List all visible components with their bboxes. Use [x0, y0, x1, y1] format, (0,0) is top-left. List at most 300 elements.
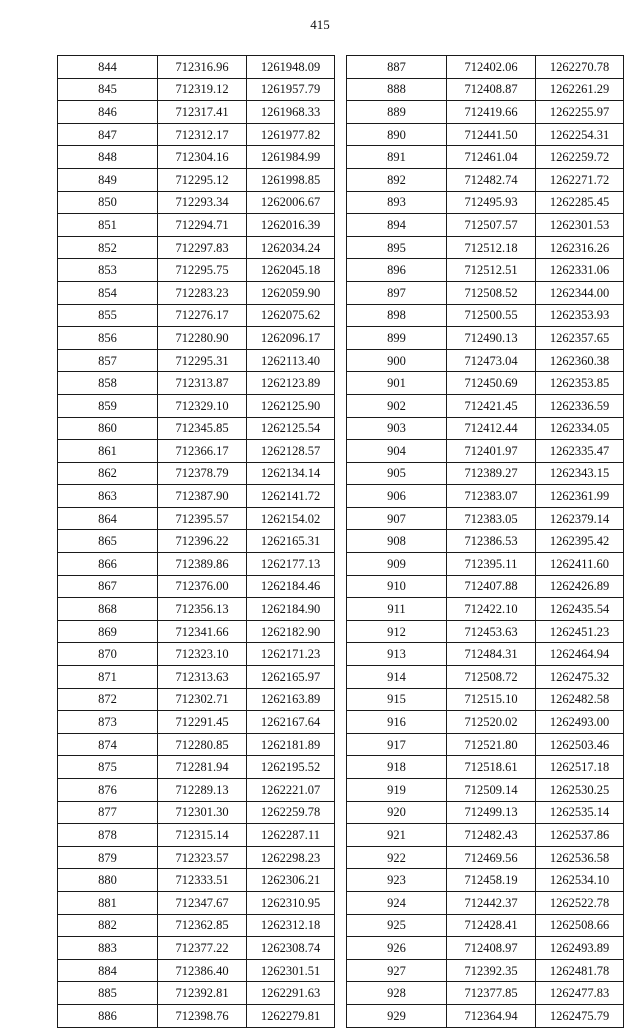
x-coordinate-cell: 712377.22 [158, 937, 247, 960]
point-number-cell: 918 [347, 756, 447, 779]
point-number-cell: 926 [347, 937, 447, 960]
x-coordinate-cell: 712276.17 [158, 304, 247, 327]
x-coordinate-cell: 712301.30 [158, 801, 247, 824]
y-coordinate-cell: 1262165.31 [247, 530, 335, 553]
y-coordinate-cell: 1262357.65 [536, 327, 624, 350]
point-number-cell: 921 [347, 824, 447, 847]
x-coordinate-cell: 712280.85 [158, 733, 247, 756]
x-coordinate-cell: 712347.67 [158, 891, 247, 914]
y-coordinate-cell: 1262353.93 [536, 304, 624, 327]
x-coordinate-cell: 712520.02 [447, 711, 536, 734]
table-row [347, 869, 624, 892]
x-coordinate-cell: 712395.57 [158, 507, 247, 530]
x-coordinate-cell: 712395.11 [447, 553, 536, 576]
table-row [58, 304, 335, 327]
table-row [347, 327, 624, 350]
table-row [58, 891, 335, 914]
x-coordinate-cell: 712366.17 [158, 440, 247, 463]
table-row [347, 372, 624, 395]
x-coordinate-cell: 712482.74 [447, 168, 536, 191]
point-number-cell: 901 [347, 372, 447, 395]
page-number: 415 [310, 17, 330, 32]
point-number-cell: 851 [58, 214, 158, 237]
y-coordinate-cell: 1262535.14 [536, 801, 624, 824]
point-number-cell: 920 [347, 801, 447, 824]
table-row [347, 191, 624, 214]
y-coordinate-cell: 1262165.97 [247, 666, 335, 689]
y-coordinate-cell: 1262451.23 [536, 620, 624, 643]
y-coordinate-cell: 1262184.90 [247, 598, 335, 621]
x-coordinate-cell: 712512.51 [447, 259, 536, 282]
y-coordinate-cell: 1262016.39 [247, 214, 335, 237]
point-number-cell: 844 [58, 56, 158, 79]
point-number-cell: 857 [58, 349, 158, 372]
table-row [58, 982, 335, 1005]
y-coordinate-cell: 1262075.62 [247, 304, 335, 327]
x-coordinate-cell: 712302.71 [158, 688, 247, 711]
table-row [58, 214, 335, 237]
table-row [347, 168, 624, 191]
y-coordinate-cell: 1262464.94 [536, 643, 624, 666]
y-coordinate-cell: 1261998.85 [247, 168, 335, 191]
table-row [347, 891, 624, 914]
table-row [347, 304, 624, 327]
x-coordinate-cell: 712356.13 [158, 598, 247, 621]
table-row [58, 756, 335, 779]
table-row [347, 462, 624, 485]
x-coordinate-cell: 712316.96 [158, 56, 247, 79]
y-coordinate-cell: 1262426.89 [536, 575, 624, 598]
y-coordinate-cell: 1262331.06 [536, 259, 624, 282]
x-coordinate-cell: 712387.90 [158, 485, 247, 508]
x-coordinate-cell: 712521.80 [447, 733, 536, 756]
table-row [347, 914, 624, 937]
x-coordinate-cell: 712297.83 [158, 236, 247, 259]
x-coordinate-cell: 712317.41 [158, 101, 247, 124]
point-number-cell: 871 [58, 666, 158, 689]
table-row [58, 869, 335, 892]
point-number-cell: 915 [347, 688, 447, 711]
table-row [347, 824, 624, 847]
point-number-cell: 899 [347, 327, 447, 350]
table-row [347, 507, 624, 530]
x-coordinate-cell: 712315.14 [158, 824, 247, 847]
y-coordinate-cell: 1262493.89 [536, 937, 624, 960]
y-coordinate-cell: 1262184.46 [247, 575, 335, 598]
x-coordinate-cell: 712295.31 [158, 349, 247, 372]
x-coordinate-cell: 712509.14 [447, 779, 536, 802]
point-number-cell: 912 [347, 620, 447, 643]
x-coordinate-cell: 712313.63 [158, 666, 247, 689]
table-row [58, 959, 335, 982]
table-row [347, 801, 624, 824]
y-coordinate-cell: 1262530.25 [536, 779, 624, 802]
y-coordinate-cell: 1262493.00 [536, 711, 624, 734]
x-coordinate-cell: 712422.10 [447, 598, 536, 621]
table-row [347, 349, 624, 372]
point-number-cell: 919 [347, 779, 447, 802]
y-coordinate-cell: 1261968.33 [247, 101, 335, 124]
point-number-cell: 849 [58, 168, 158, 191]
point-number-cell: 848 [58, 146, 158, 169]
x-coordinate-cell: 712383.05 [447, 507, 536, 530]
x-coordinate-cell: 712389.27 [447, 462, 536, 485]
y-coordinate-cell: 1262096.17 [247, 327, 335, 350]
table-row [58, 168, 335, 191]
x-coordinate-cell: 712508.72 [447, 666, 536, 689]
y-coordinate-cell: 1262316.26 [536, 236, 624, 259]
table-row [58, 666, 335, 689]
y-coordinate-cell: 1262059.90 [247, 281, 335, 304]
table-row [347, 575, 624, 598]
point-number-cell: 890 [347, 123, 447, 146]
point-number-cell: 903 [347, 417, 447, 440]
x-coordinate-cell: 712495.93 [447, 191, 536, 214]
y-coordinate-cell: 1262134.14 [247, 462, 335, 485]
y-coordinate-cell: 1262171.23 [247, 643, 335, 666]
y-coordinate-cell: 1262270.78 [536, 56, 624, 79]
table-row [58, 598, 335, 621]
x-coordinate-cell: 712401.97 [447, 440, 536, 463]
y-coordinate-cell: 1262306.21 [247, 869, 335, 892]
x-coordinate-cell: 712333.51 [158, 869, 247, 892]
x-coordinate-cell: 712453.63 [447, 620, 536, 643]
x-coordinate-cell: 712389.86 [158, 553, 247, 576]
y-coordinate-cell: 1262177.13 [247, 553, 335, 576]
table-row [58, 553, 335, 576]
point-number-cell: 847 [58, 123, 158, 146]
y-coordinate-cell: 1262475.79 [536, 1004, 624, 1027]
table-row [58, 711, 335, 734]
coordinates-table-body [347, 56, 624, 1028]
table-row [58, 846, 335, 869]
y-coordinate-cell: 1262279.81 [247, 1004, 335, 1027]
y-coordinate-cell: 1262259.78 [247, 801, 335, 824]
y-coordinate-cell: 1262285.45 [536, 191, 624, 214]
x-coordinate-cell: 712323.10 [158, 643, 247, 666]
y-coordinate-cell: 1262254.31 [536, 123, 624, 146]
y-coordinate-cell: 1262537.86 [536, 824, 624, 847]
table-row [347, 259, 624, 282]
table-row [347, 733, 624, 756]
y-coordinate-cell: 1262113.40 [247, 349, 335, 372]
y-coordinate-cell: 1261957.79 [247, 78, 335, 101]
point-number-cell: 924 [347, 891, 447, 914]
y-coordinate-cell: 1262125.90 [247, 394, 335, 417]
point-number-cell: 867 [58, 575, 158, 598]
y-coordinate-cell: 1262006.67 [247, 191, 335, 214]
table-row [58, 327, 335, 350]
y-coordinate-cell: 1262395.42 [536, 530, 624, 553]
table-row [58, 440, 335, 463]
table-row [347, 123, 624, 146]
point-number-cell: 863 [58, 485, 158, 508]
table-row [347, 146, 624, 169]
point-number-cell: 880 [58, 869, 158, 892]
y-coordinate-cell: 1262128.57 [247, 440, 335, 463]
table-row [58, 462, 335, 485]
table-row [347, 1004, 624, 1027]
point-number-cell: 907 [347, 507, 447, 530]
point-number-cell: 846 [58, 101, 158, 124]
table-row [347, 711, 624, 734]
x-coordinate-cell: 712319.12 [158, 78, 247, 101]
x-coordinate-cell: 712508.52 [447, 281, 536, 304]
point-number-cell: 893 [347, 191, 447, 214]
y-coordinate-cell: 1262475.32 [536, 666, 624, 689]
point-number-cell: 894 [347, 214, 447, 237]
point-number-cell: 929 [347, 1004, 447, 1027]
point-number-cell: 910 [347, 575, 447, 598]
point-number-cell: 902 [347, 394, 447, 417]
table-row [347, 846, 624, 869]
point-number-cell: 911 [347, 598, 447, 621]
point-number-cell: 927 [347, 959, 447, 982]
point-number-cell: 925 [347, 914, 447, 937]
x-coordinate-cell: 712484.31 [447, 643, 536, 666]
table-row [347, 598, 624, 621]
x-coordinate-cell: 712515.10 [447, 688, 536, 711]
y-coordinate-cell: 1262435.54 [536, 598, 624, 621]
table-row [58, 123, 335, 146]
point-number-cell: 864 [58, 507, 158, 530]
y-coordinate-cell: 1261984.99 [247, 146, 335, 169]
x-coordinate-cell: 712419.66 [447, 101, 536, 124]
point-number-cell: 878 [58, 824, 158, 847]
table-row [58, 779, 335, 802]
x-coordinate-cell: 712518.61 [447, 756, 536, 779]
x-coordinate-cell: 712341.66 [158, 620, 247, 643]
y-coordinate-cell: 1262411.60 [536, 553, 624, 576]
x-coordinate-cell: 712313.87 [158, 372, 247, 395]
point-number-cell: 852 [58, 236, 158, 259]
point-number-cell: 879 [58, 846, 158, 869]
point-number-cell: 858 [58, 372, 158, 395]
y-coordinate-cell: 1262045.18 [247, 259, 335, 282]
point-number-cell: 900 [347, 349, 447, 372]
x-coordinate-cell: 712291.45 [158, 711, 247, 734]
point-number-cell: 923 [347, 869, 447, 892]
x-coordinate-cell: 712461.04 [447, 146, 536, 169]
x-coordinate-cell: 712295.12 [158, 168, 247, 191]
x-coordinate-cell: 712499.13 [447, 801, 536, 824]
point-number-cell: 887 [347, 56, 447, 79]
table-row [347, 553, 624, 576]
table-row [347, 643, 624, 666]
point-number-cell: 889 [347, 101, 447, 124]
y-coordinate-cell: 1262312.18 [247, 914, 335, 937]
coordinates-table-right [346, 55, 624, 1028]
table-row [347, 101, 624, 124]
x-coordinate-cell: 712392.81 [158, 982, 247, 1005]
y-coordinate-cell: 1262259.72 [536, 146, 624, 169]
point-number-cell: 892 [347, 168, 447, 191]
x-coordinate-cell: 712386.53 [447, 530, 536, 553]
table-row [347, 56, 624, 79]
x-coordinate-cell: 712377.85 [447, 982, 536, 1005]
y-coordinate-cell: 1262503.46 [536, 733, 624, 756]
x-coordinate-cell: 712490.13 [447, 327, 536, 350]
x-coordinate-cell: 712482.43 [447, 824, 536, 847]
table-row [58, 146, 335, 169]
point-number-cell: 874 [58, 733, 158, 756]
x-coordinate-cell: 712469.56 [447, 846, 536, 869]
point-number-cell: 916 [347, 711, 447, 734]
point-number-cell: 860 [58, 417, 158, 440]
y-coordinate-cell: 1262123.89 [247, 372, 335, 395]
y-coordinate-cell: 1262034.24 [247, 236, 335, 259]
x-coordinate-cell: 712450.69 [447, 372, 536, 395]
y-coordinate-cell: 1262167.64 [247, 711, 335, 734]
point-number-cell: 882 [58, 914, 158, 937]
y-coordinate-cell: 1262301.53 [536, 214, 624, 237]
x-coordinate-cell: 712323.57 [158, 846, 247, 869]
y-coordinate-cell: 1262195.52 [247, 756, 335, 779]
y-coordinate-cell: 1262360.38 [536, 349, 624, 372]
table-row [347, 530, 624, 553]
table-row [58, 914, 335, 937]
table-row [58, 78, 335, 101]
table-row [58, 236, 335, 259]
x-coordinate-cell: 712386.40 [158, 959, 247, 982]
point-number-cell: 928 [347, 982, 447, 1005]
y-coordinate-cell: 1262481.78 [536, 959, 624, 982]
y-coordinate-cell: 1262181.89 [247, 733, 335, 756]
y-coordinate-cell: 1262163.89 [247, 688, 335, 711]
point-number-cell: 855 [58, 304, 158, 327]
point-number-cell: 884 [58, 959, 158, 982]
point-number-cell: 870 [58, 643, 158, 666]
x-coordinate-cell: 712294.71 [158, 214, 247, 237]
x-coordinate-cell: 712441.50 [447, 123, 536, 146]
x-coordinate-cell: 712392.35 [447, 959, 536, 982]
point-number-cell: 862 [58, 462, 158, 485]
table-row [58, 485, 335, 508]
point-number-cell: 872 [58, 688, 158, 711]
y-coordinate-cell: 1262271.72 [536, 168, 624, 191]
table-row [58, 620, 335, 643]
table-row [58, 733, 335, 756]
y-coordinate-cell: 1262536.58 [536, 846, 624, 869]
y-coordinate-cell: 1262154.02 [247, 507, 335, 530]
x-coordinate-cell: 712281.94 [158, 756, 247, 779]
table-row [58, 56, 335, 79]
y-coordinate-cell: 1262335.47 [536, 440, 624, 463]
y-coordinate-cell: 1262287.11 [247, 824, 335, 847]
point-number-cell: 869 [58, 620, 158, 643]
y-coordinate-cell: 1262308.74 [247, 937, 335, 960]
table-row [347, 440, 624, 463]
table-row [58, 191, 335, 214]
table-row [347, 417, 624, 440]
x-coordinate-cell: 712396.22 [158, 530, 247, 553]
table-row [58, 259, 335, 282]
point-number-cell: 853 [58, 259, 158, 282]
table-row [58, 372, 335, 395]
x-coordinate-cell: 712473.04 [447, 349, 536, 372]
point-number-cell: 861 [58, 440, 158, 463]
point-number-cell: 891 [347, 146, 447, 169]
table-row [58, 417, 335, 440]
point-number-cell: 905 [347, 462, 447, 485]
table-row [347, 620, 624, 643]
y-coordinate-cell: 1262182.90 [247, 620, 335, 643]
table-row [58, 507, 335, 530]
y-coordinate-cell: 1262334.05 [536, 417, 624, 440]
x-coordinate-cell: 712364.94 [447, 1004, 536, 1027]
y-coordinate-cell: 1262482.58 [536, 688, 624, 711]
y-coordinate-cell: 1262343.15 [536, 462, 624, 485]
y-coordinate-cell: 1262261.29 [536, 78, 624, 101]
x-coordinate-cell: 712408.97 [447, 937, 536, 960]
y-coordinate-cell: 1262298.23 [247, 846, 335, 869]
table-row [347, 236, 624, 259]
y-coordinate-cell: 1262517.18 [536, 756, 624, 779]
x-coordinate-cell: 712402.06 [447, 56, 536, 79]
x-coordinate-cell: 712407.88 [447, 575, 536, 598]
y-coordinate-cell: 1262255.97 [536, 101, 624, 124]
table-row [58, 530, 335, 553]
point-number-cell: 868 [58, 598, 158, 621]
point-number-cell: 914 [347, 666, 447, 689]
point-number-cell: 881 [58, 891, 158, 914]
table-row [347, 959, 624, 982]
y-coordinate-cell: 1262141.72 [247, 485, 335, 508]
table-row [58, 281, 335, 304]
table-row [347, 281, 624, 304]
point-number-cell: 875 [58, 756, 158, 779]
table-row [58, 801, 335, 824]
table-row [58, 643, 335, 666]
table-row [347, 779, 624, 802]
point-number-cell: 856 [58, 327, 158, 350]
table-row [58, 937, 335, 960]
point-number-cell: 876 [58, 779, 158, 802]
point-number-cell: 913 [347, 643, 447, 666]
table-row [347, 937, 624, 960]
x-coordinate-cell: 712412.44 [447, 417, 536, 440]
y-coordinate-cell: 1262353.85 [536, 372, 624, 395]
point-number-cell: 898 [347, 304, 447, 327]
point-number-cell: 886 [58, 1004, 158, 1027]
table-row [347, 666, 624, 689]
x-coordinate-cell: 712421.45 [447, 394, 536, 417]
table-row [58, 101, 335, 124]
table-row [347, 214, 624, 237]
point-number-cell: 897 [347, 281, 447, 304]
table-row [347, 982, 624, 1005]
x-coordinate-cell: 712428.41 [447, 914, 536, 937]
table-row [58, 824, 335, 847]
point-number-cell: 895 [347, 236, 447, 259]
point-number-cell: 854 [58, 281, 158, 304]
y-coordinate-cell: 1262291.63 [247, 982, 335, 1005]
x-coordinate-cell: 712507.57 [447, 214, 536, 237]
x-coordinate-cell: 712383.07 [447, 485, 536, 508]
y-coordinate-cell: 1262336.59 [536, 394, 624, 417]
point-number-cell: 906 [347, 485, 447, 508]
x-coordinate-cell: 712329.10 [158, 394, 247, 417]
x-coordinate-cell: 712345.85 [158, 417, 247, 440]
y-coordinate-cell: 1262221.07 [247, 779, 335, 802]
y-coordinate-cell: 1262477.83 [536, 982, 624, 1005]
point-number-cell: 873 [58, 711, 158, 734]
point-number-cell: 896 [347, 259, 447, 282]
x-coordinate-cell: 712283.23 [158, 281, 247, 304]
table-row [347, 394, 624, 417]
point-number-cell: 908 [347, 530, 447, 553]
table-row [58, 575, 335, 598]
